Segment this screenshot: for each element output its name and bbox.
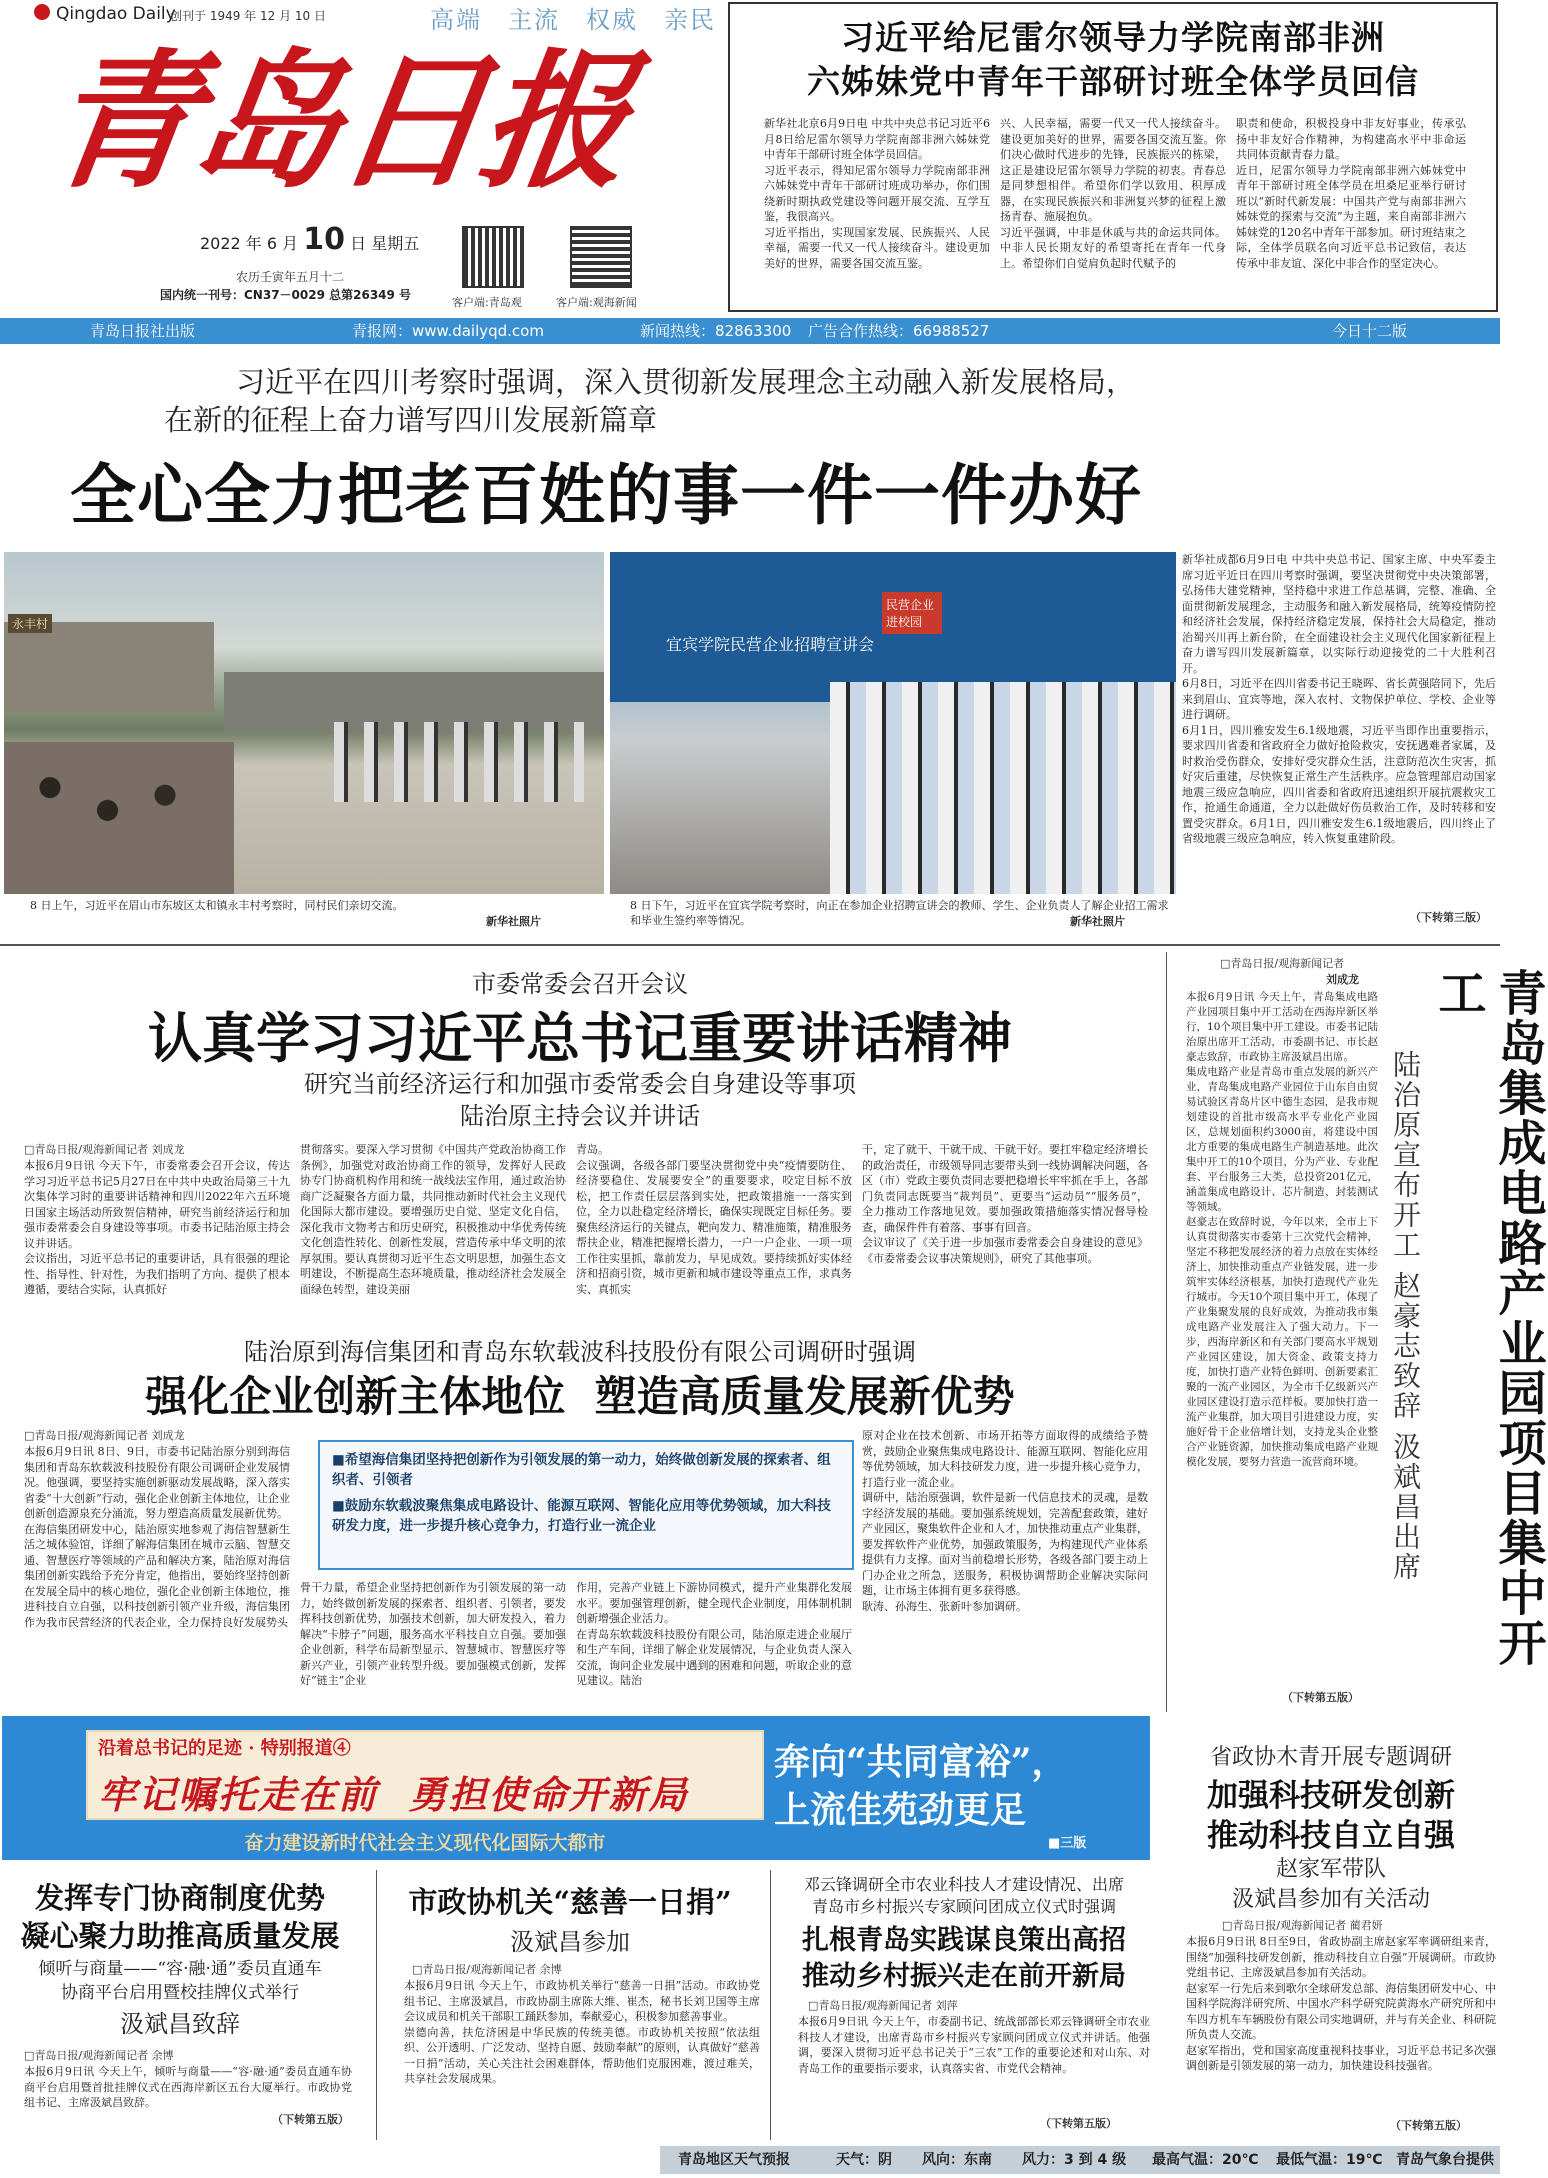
ic-headline: 青岛集成电路产业园项目集中开工 (1430, 968, 1546, 1668)
meeting-sub-2: 陆治原主持会议并讲话 (460, 1102, 700, 1130)
calligraphy-panel (86, 1730, 764, 1820)
tech-jump: （下转第五版） (1390, 2119, 1467, 2132)
qr-label-2: 客户端:观海新闻 (556, 296, 637, 309)
consult-sub-3: 汲斌昌致辞 (120, 2010, 240, 2038)
lead-kicker-2: 在新的征程上奋力谱写四川发展新篇章 (164, 403, 658, 437)
issn-line: 国内统一刊号：CN37－0029 总第26349 号 (160, 288, 412, 302)
photo1-credit: 新华社照片 (486, 915, 541, 928)
rural-kicker-1: 邓云锋调研全市农业科技人才建设情况、出席 (803, 1875, 1124, 1894)
ic-body: 本报6月9日讯 今天上午，青岛集成电路产业园项目集中开工活动在西海岸新区举行，10个项目集中开工建设。市委书记陆治原出席开工活动，市委副书记、市长赵豪志致辞，市政协主席汲斌昌出席。 集成电路产业是青岛市重点发展的新兴产业，青岛集成电路产业园位于山东自由贸易试验区青岛片区中德生态园，是我市规划建设的首批市级高水平专业化产业园区，总规划面积约3000亩，将建设中国北方重要的集成电路生产制造基地。此次集中开工的10个项目，分为产业、专业配套、平台服务三大类，总投资201亿元，涵盖集成电路设计、芯片制造、封装测试等领域。 赵豪志在致辞时说，今年以来，全市上下认真贯彻落实市委第十三次党代会精神，坚定不移把发展经济的着力点放在实体经济上，加快推动重点产业链发展，进一步筑牢实体经济根基，加快打造现代产业先行城市。今天10个项目集中开工，体现了产业集聚发展的良好成效，为推动我市集成电路产业发展注入了强大动力。下一步，西海岸新区和有关部门要高水平规划产业园区建设，加大资金、政策支持力度，加快打造产业特色鲜明、创新要素汇聚的一流产业园区，为全市千亿级新兴产业园区建设打造示范样板。要加快打造一流产业集群，加大项目引进建设力度，实施好骨干企业倍增计划，支持龙头企业整合产业链资源，加快推动集成电路产业规模化发展，要努力营造一流营商环境。 (1186, 991, 1378, 1468)
rural-body: 本报6月9日讯 今天上午，市委副书记、统战部部长邓云锋调研全市农业科技人才建设，出席青岛市乡村振兴专家顾问团成立仪式并讲话。他强调，要深入贯彻习近平总书记关于“三农”工作的重要论述和对山东、对青岛工作的重要指示要求，认真落实省、市党代会精神。 (798, 2015, 1150, 2075)
top-story-col-2: 兴、人民幸福，需要一代又一代人接续奋斗。建设更加美好的世界，需要各国交流互鉴。你们决心做时代进步的先锋，民族振兴的栋梁，这正是建设尼雷尔领导力学院的初衷。青春总是同梦想相伴。希望你们学以致用、积厚成器，在实现民族振兴和非洲复兴梦的征程上激扬青春、施展抱负。 习近平强调，中非是休戚与共的命运共同体。中非人民长期友好的希望寄托在青年一代身上。希望你们自觉肩负起时代赋予的 (1000, 117, 1226, 270)
meeting-kicker: 市委常委会召开会议 (472, 970, 688, 998)
date-prefix: 2022 年 6 月 (200, 234, 299, 253)
meeting-col-4: 干，定了就干、干就干成、干就干好。要扛牢稳定经济增长的政治责任，市级领导同志要带头到一线协调解决问题，各区（市）党政主要负责同志要把稳增长牢牢抓在手上，各部门负责同志既要当“裁判员”、更要当“运动员”“服务员”，全力推动工作落地见效。要加强政策措施落实情况督导检查，确保件件有着落、事事有回音。 会议审议了《关于进一步加强市委常委会自身建设的意见》《市委常委会议事决策规则》，研究了其他事项。 (862, 1143, 1148, 1265)
newspaper-logo (37, 26, 670, 216)
hisense-col-3: 作用，完善产业链上下游协同模式，提升产业集群化发展水平。要加强管理创新，健全现代企业制度，用体制机制创新增强企业活力。 在青岛东软载波科技股份有限公司，陆治原走进企业展厅和生产车间，详细了解企业发展情况，与企业负责人深入交流，询问企业发展中遇到的困难和问题，听取企业的意见建议。陆治 (576, 1581, 852, 1687)
village-sign: 永丰村 (8, 614, 52, 633)
weather-high: 最高气温：20℃ (1152, 2152, 1259, 2168)
pullquote-1: ■希望海信集团坚持把创新作为引领发展的第一动力，始终做创新发展的探索者、组织者、引领者 (332, 1452, 831, 1488)
charity-body: 本报6月9日讯 今天上午，市政协机关举行“慈善一日捐”活动。市政协党组书记、主席汲斌昌，市政协副主席陈大维、崔杰，秘书长刘卫国等主席会议成员和机关干部职工踊跃参加，奉献爱心，积极参加慈善事业。 崇德向善，扶危济困是中华民族的传统美德。市政协机关按照“依法组织、公开透明、广泛发动、坚持自愿、鼓励奉献”的原则，认真做好“慈善一日捐”活动，关心关注社会困难群体，帮助他们克服困难，渡过难关，共享社会发展成果。 (404, 1979, 760, 2085)
hisense-byline: □青岛日报/观海新闻记者 刘成龙 (24, 1429, 185, 1442)
consult-sub-2: 协商平台启用暨校挂牌仪式举行 (61, 1983, 299, 2003)
lead-headline: 全心全力把老百姓的事一件一件办好 (70, 456, 1142, 534)
top-story-col-1: 新华社北京6月9日电 中共中央总书记习近平6月8日给尼雷尔领导力学院南部非洲六姊妹党中青年干部研讨班全体学员回信。 习近平表示，得知尼雷尔领导力学院南部非洲六姊妹党中青年干部研讨班成功举办，你们围绕新时期执政党建设等问题开展交流、互学互鉴，我很高兴。 习近平指出，实现国家发展、民族振兴、人民幸福，需要一代又一代人接续奋斗。建设更加美好的世界，需要各国交流互鉴。 (764, 117, 990, 270)
photo2-credit: 新华社照片 (1070, 915, 1125, 928)
bottom-divider-2 (770, 1870, 771, 2140)
weather-bar (660, 2146, 1500, 2174)
top-story-title-1: 习近平给尼雷尔领导力学院南部非洲 (841, 18, 1385, 57)
banner-slogan: 奋力建设新时代社会主义现代化国际大都市 (244, 1832, 606, 1854)
hisense-col-1: 本报6月9日讯 8日、9日，市委书记陆治原分别到海信集团和青岛东软载波科技股份有限公司调研企业发展情况。他强调，要坚持实施创新驱动发展战略，深入落实省委“十大创新”行动，强化企业创新主体地位，让企业创新创造源泉充分涌流，努力塑造高质量发展新优势。 在海信集团研发中心，陆治原实地参观了海信智慧新生活之城体验馆，详细了解海信集团在城市云脑、智慧交通、智慧医疗等领域的产品和解决方案，陆治原对海信集团创新实践给予充分肯定，他指出，要始终坚持创新在发展全局中的核心地位，强化企业创新主体地位，推进科技自立自强，以科技创新引领产业升级，海信集团作为我市民营经济的代表企业，全力保持良好发展势头 (24, 1445, 290, 1629)
tech-headline-1: 加强科技研发创新 (1207, 1778, 1455, 1814)
lunar-date: 农历壬寅年五月十二 (236, 270, 345, 284)
hisense-col-4: 原对企业在技术创新、市场开拓等方面取得的成绩给予赞赏，鼓励企业聚焦集成电路设计、能源互联网、智能化应用等优势领域，加大科技研发力度，进一步提升核心竞争力，打造行业一流企业。 调研中，陆治原强调，软件是新一代信息技术的灵魂，是数字经济发展的基础。要加强系统规划，完善配套政策，建好产业园区，聚集软件企业和人才，加快推动重点产业集群，要发挥软件产业优势，加强政策服务，为构建现代产业体系提供有力支撑。面对当前稳增长形势，各级各部门要主动上门办企业之所急，送服务，积极协调帮助企业解决实际问题，让市场主体拥有更多获得感。 耿涛、孙海生、张新叶参加调研。 (862, 1429, 1148, 1613)
slogan-3: 权威 (586, 6, 638, 34)
consult-headline-2: 凝心聚力助推高质量发展 (20, 1919, 340, 1953)
news-hotline: 新闻热线：82863300 (640, 322, 792, 340)
qr-code-1 (462, 226, 524, 288)
weather-wind-force: 风力：3 到 4 级 (1022, 2152, 1127, 2168)
newspaper-emblem-icon (34, 4, 50, 20)
consult-body: 本报6月9日讯 今天上午，倾听与商量——“容·融·通”委员直通车协商平台启用暨首批挂牌仪式在西海岸新区五台大厦举行。市政协党组书记、主席汲斌昌致辞。 (24, 2065, 352, 2109)
weather-label: 青岛地区天气预报 (678, 2152, 790, 2168)
founded-date: 创刊于 1949 年 12 月 10 日 (170, 9, 326, 23)
rural-headline-1: 扎根青岛实践谋良策出高招 (802, 1925, 1126, 1956)
section-divider (0, 944, 1500, 946)
charity-headline: 市政协机关“慈善一日捐” (408, 1885, 732, 1919)
backdrop-sign: 民营企业进校园 (882, 592, 942, 634)
qr-label-1: 客户端:青岛观 (452, 296, 522, 309)
meeting-col-2: 贯彻落实。要深入学习贯彻《中国共产党政治协商工作条例》，加强党对政治协商工作的领导，发挥好人民政协专门协商机构作用和统一战线法宝作用，通过政治协商广泛凝聚各方面力量，共同推动新时代社会主义现代化国际大都市建设。要增强历史自觉、坚定文化自信，深化我市文物考古和历史研究，积极推动中华优秀传统文化创造性转化、创新性发展，营造传承中华文明的浓厚氛围。要认真贯彻习近平生态文明思想，加强生态文明建设，不断提高生态环境质量，推动经济社会发展全面绿色转型，建设美丽 (300, 1143, 566, 1296)
slogan-1: 高端 (430, 6, 482, 34)
ic-jump: （下转第五版） (1282, 1691, 1359, 1704)
photo-village-visit (4, 552, 604, 894)
photo-university-visit (610, 552, 1176, 894)
qr-code-2 (570, 226, 632, 288)
photo1-caption: 8 日上午，习近平在眉山市东坡区太和镇永丰村考察时，同村民们亲切交流。 (30, 899, 404, 912)
weather-wind-dir: 风向：东南 (922, 2152, 992, 2168)
masthead (0, 0, 722, 318)
ad-hotline: 广告合作热线：66988527 (808, 322, 990, 340)
ic-deck: 陆治原宣布开工 赵豪志致辞 汲斌昌出席 (1389, 1050, 1422, 1582)
weather-low: 最低气温：19℃ (1276, 2152, 1383, 2168)
meeting-col-3: 青岛。 会议强调，各级各部门要坚决贯彻党中央“疫情要防住、经济要稳住、发展要安全”的重要要求，咬定目标不放松，把工作责任层层落到实处，把政策措施一一落实到位，全力以赴稳定经济增长，确保实现既定目标任务。要聚焦经济运行的关键点，靶向发力、精准施策，精准服务帮扶企业，精准把握增长潜力，一户一户企业、一项一项工作往实里抓，靠前发力，早见成效。要持续抓好实体经济和招商引资，城市更新和城市建设等重点工作，求真务实、真抓实 (576, 1143, 852, 1296)
date-suffix: 日 星期五 (350, 234, 420, 253)
pullquote-2: ■鼓励东软载波聚焦集成电路设计、能源互联网、智能化应用等优势领域，加大科技研发力度，进一步提升核心竞争力，打造行业一流企业 (332, 1498, 831, 1534)
weather-condition: 天气：阴 (836, 2152, 892, 2168)
right-column-divider (1166, 952, 1167, 1712)
top-story-title-2: 六姊妹党中青年干部研讨班全体学员回信 (807, 62, 1419, 101)
tech-headline-2: 推动科技自立自强 (1207, 1818, 1455, 1854)
top-story-col-3: 职责和使命，积极投身中非友好事业，传承弘扬中非友好合作精神，为构建高水平中非命运共同体贡献青春力量。 近日，尼雷尔领导力学院南部非洲六姊妹党中青年干部研讨班全体学员在坦桑尼亚举行研讨班以“新时代新发展：中国共产党与南部非洲六姊妹党的探索与交流”为主题，来自南部非洲六姊妹党的120名中青年干部参加。研讨班结束之际，全体学员联名向习近平总书记致信，表达传承中非友谊、深化中非合作的坚定决心。 (1236, 117, 1466, 270)
english-title: Qingdao Daily (56, 4, 176, 24)
lead-jump: （下转第三版） (1410, 911, 1487, 924)
students-group (830, 682, 1176, 894)
officials-group (334, 722, 584, 802)
backdrop-title: 宜宾学院民营企业招聘宣讲会 (666, 635, 875, 654)
photo2-caption: 8 日下午，习近平在宜宾学院考察时，向正在参加企业招聘宣讲会的教师、学生、企业负责人了解企业招工需求和毕业生签约率等情况。 (630, 899, 1169, 927)
feature-banner (2, 1716, 1150, 1860)
village-building (4, 622, 214, 712)
tech-kicker: 省政协木青开展专题调研 (1209, 1745, 1452, 1770)
consult-headline-1: 发挥专门协商制度优势 (34, 1881, 325, 1915)
crowd (4, 742, 234, 894)
meeting-col-1: 本报6月9日讯 今天下午，市委常委会召开会议，传达学习习近平总书记5月27日在中共中央政治局第三十九次集体学习时的重要讲话精神和四川2022年六五环境日国家主场活动所致贺信精神，研究当前经济运行和加强市委常委会自身建设等事项。市委书记陆治原主持会议并讲话。 会议指出，习近平总书记的重要讲话，具有很强的理论性、指导性、针对性，为我们指明了方向、提供了根本遵循，要结合实际，认真抓好 (24, 1159, 290, 1296)
meeting-headline: 认真学习习近平总书记重要讲话精神 (148, 1006, 1012, 1070)
info-bar (0, 318, 1500, 344)
charity-byline: □青岛日报/观海新闻记者 余博 (412, 1963, 562, 1976)
meeting-byline: □青岛日报/观海新闻记者 刘成龙 (24, 1143, 185, 1156)
tech-sub-1: 赵家军带队 (1275, 1857, 1386, 1882)
date-day: 10 (303, 222, 346, 257)
slogan-4: 亲民 (664, 6, 716, 34)
banner-page-ref: ■三版 (1048, 1836, 1087, 1851)
banner-headline-2: 上流佳苑劲更足 (774, 1789, 1027, 1831)
publisher: 青岛日报社出版 (90, 322, 196, 340)
consult-sub-1: 倾听与商量——“容·融·通”委员直通车 (38, 1959, 322, 1979)
page-count: 今日十二版 (1332, 322, 1408, 340)
consult-byline: □青岛日报/观海新闻记者 余博 (24, 2049, 174, 2062)
series-tag-text: 沿着总书记的足迹 · 特别报道④ (98, 1738, 351, 1759)
slogan-2: 主流 (508, 6, 560, 34)
hisense-pullquote (318, 1440, 854, 1570)
ic-byline-2: 刘成龙 (1326, 973, 1359, 986)
top-story-box (728, 2, 1498, 312)
tech-byline: □青岛日报/观海新闻记者 蔺君妍 (1222, 1919, 1383, 1932)
lead-kicker-1: 习近平在四川考察时强调，深入贯彻新发展理念主动融入新发展格局， (236, 365, 1136, 399)
series-tag (98, 1734, 351, 1760)
banner-calligraphy: 牢记嘱托走在前 勇担使命开新局 (98, 1772, 689, 1817)
website: 青报网：www.dailyqd.com (352, 322, 544, 340)
tech-body: 本报6月9日讯 8日至9日，省政协副主席赵家军率调研组来青，围绕“加强科技研发创新，推动科技自立自强”开展调研。市政协党组书记、主席汲斌昌参加有关活动。 赵家军一行先后来到歌尔全球研发总部、海信集团研发中心、中国科学院海洋研究所、中国水产科学研究院黄海水产研究所和中车四方机车车辆股份有限公司实地调研，并与有关企业、科研院所负责人交流。 赵家军指出，党和国家高度重视科技事业，习近平总书记多次强调创新是引领发展的第一动力，加快建设科技强省。 (1186, 1935, 1496, 2072)
banner-headline-1: 奔向“共同富裕”， (774, 1741, 1068, 1783)
rural-kicker-2: 青岛市乡村振兴专家顾问团成立仪式时强调 (811, 1897, 1116, 1916)
rural-headline-2: 推动乡村振兴走在前开新局 (802, 1961, 1126, 1992)
logo-text: 青岛日报 (37, 34, 639, 208)
hisense-headline: 强化企业创新主体地位 塑造高质量发展新优势 (145, 1372, 1015, 1421)
hisense-kicker: 陆治原到海信集团和青岛东软载波科技股份有限公司调研时强调 (244, 1338, 916, 1366)
charity-sub: 汲斌昌参加 (510, 1928, 630, 1956)
rural-jump: （下转第五版） (1040, 2117, 1117, 2130)
tech-sub-2: 汲斌昌参加有关活动 (1231, 1887, 1430, 1912)
bottom-divider-1 (376, 1870, 377, 2140)
rural-byline: □青岛日报/观海新闻记者 刘萍 (808, 1999, 958, 2012)
ic-byline-1: □青岛日报/观海新闻记者 (1220, 957, 1345, 970)
meeting-sub-1: 研究当前经济运行和加强市委常委会自身建设等事项 (304, 1070, 856, 1098)
consult-jump: （下转第五版） (272, 2113, 349, 2126)
weather-source: 青岛气象台提供 (1396, 2152, 1494, 2168)
hisense-col-2: 骨干力量，希望企业坚持把创新作为引领发展的第一动力，始终做创新发展的探索者、组织者、引领者，要发挥科技创新优势，加强技术创新，加大研发投入，着力解决“卡脖子”问题，服务高水平科技自立自强。要加强企业创新，科学布局新型显示、智慧城市、智慧医疗等新兴产业，引领产业转型升级。要加强模式创新，发挥好“链主”企业 (300, 1581, 566, 1687)
lead-body: 新华社成都6月9日电 中共中央总书记、国家主席、中央军委主席习近平近日在四川考察时强调，要坚决贯彻党中央决策部署，弘扬伟大建党精神，坚持稳中求进工作总基调，完整、准确、全面贯彻新发展理念，主动服务和融入新发展格局，统筹疫情防控和经济社会发展，保持经济稳定发展，保持社会大局稳定，推动治蜀兴川再上新台阶，在全面建设社会主义现代化国家新征程上奋力谱写四川发展新篇章，以实际行动迎接党的二十大胜利召开。 6月8日，习近平在四川省委书记王晓晖、省长黄强陪同下，先后来到眉山、宜宾等地，深入农村、文物保护单位、学校、企业等进行调研。 6月1日，四川雅安发生6.1级地震，习近平当即作出重要指示，要求四川省委和省政府全力做好抢险救灾，安抚遇难者家属，及时救治受伤群众，安排好受灾群众生活，注意防范次生灾害，抓好灾后重建，尽快恢复正常生产生活秩序。应急管理部启动国家地震三级应急响应，四川省委和省政府迅速组织开展抗震救灾工作，抢通生命通道，全力以赴做好伤员救治工作，及时转移和安置受灾群众。6月1日，四川雅安发生6.1级地震后，四川终止了省级地震三级应急响应，转入恢复重建阶段。 (1182, 553, 1496, 845)
issue-date (200, 222, 419, 257)
